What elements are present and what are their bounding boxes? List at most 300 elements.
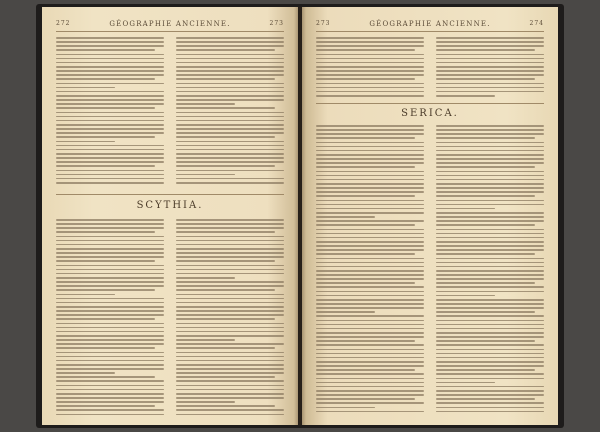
text-line: [176, 124, 284, 126]
text-line: [56, 372, 115, 374]
text-line: [316, 311, 375, 313]
text-line: [436, 95, 495, 97]
text-line: [176, 120, 284, 122]
left-page-number-right: 273: [269, 20, 284, 27]
text-line: [316, 373, 424, 375]
text-line: [176, 236, 284, 238]
text-line: [316, 58, 424, 60]
text-line: [56, 74, 164, 76]
text-line: [176, 95, 284, 97]
text-line: [316, 353, 424, 355]
text-line: [56, 87, 115, 89]
text-line: [56, 285, 164, 287]
text-line: [316, 299, 424, 301]
text-line: [436, 74, 544, 76]
text-line: [436, 315, 544, 317]
text-line: [316, 87, 424, 89]
text-line: [176, 248, 284, 250]
text-line: [176, 37, 284, 39]
text-line: [436, 278, 544, 280]
text-line: [176, 66, 284, 68]
text-line: [316, 411, 424, 413]
text-line: [56, 389, 164, 391]
left-upper-col-2: [176, 37, 284, 186]
text-line: [176, 54, 284, 56]
text-line: [56, 380, 164, 382]
text-line: [176, 393, 284, 395]
text-line: [56, 116, 164, 118]
text-line: [56, 161, 164, 163]
right-running-title: GÉOGRAPHIE ANCIENNE.: [369, 20, 491, 28]
text-line: [436, 398, 535, 400]
left-lower-col-2: [176, 219, 284, 418]
text-line: [316, 233, 424, 235]
text-line: [436, 91, 544, 93]
text-line: [436, 62, 544, 64]
text-line: [316, 133, 424, 135]
text-line: [176, 45, 284, 47]
text-line: [56, 310, 164, 312]
text-line: [436, 224, 535, 226]
text-line: [316, 183, 424, 185]
text-line: [436, 357, 544, 359]
text-line: [436, 154, 544, 156]
text-line: [436, 291, 544, 293]
text-line: [56, 265, 164, 267]
text-line: [176, 409, 284, 411]
text-line: [436, 137, 535, 139]
text-line: [56, 95, 164, 97]
text-line: [436, 66, 544, 68]
text-line: [436, 270, 544, 272]
text-line: [176, 265, 284, 267]
text-line: [176, 116, 284, 118]
text-line: [176, 347, 275, 349]
text-line: [176, 372, 284, 374]
text-line: [316, 54, 424, 56]
text-line: [436, 129, 544, 131]
text-line: [316, 291, 424, 293]
text-line: [436, 324, 544, 326]
text-line: [316, 91, 424, 93]
text-line: [176, 306, 284, 308]
text-line: [176, 182, 284, 184]
text-line: [56, 41, 164, 43]
text-line: [436, 258, 544, 260]
text-line: [56, 174, 164, 176]
text-line: [316, 66, 424, 68]
text-line: [316, 83, 424, 85]
text-line: [176, 219, 284, 221]
text-line: [56, 149, 164, 151]
text-line: [176, 281, 284, 283]
text-line: [56, 298, 164, 300]
text-line: [436, 216, 544, 218]
text-line: [56, 368, 164, 370]
text-line: [316, 41, 424, 43]
text-line: [56, 409, 164, 411]
text-line: [316, 407, 375, 409]
text-line: [176, 269, 284, 271]
text-line: [56, 62, 164, 64]
text-line: [316, 258, 424, 260]
text-line: [316, 278, 424, 280]
text-line: [316, 229, 424, 231]
text-line: [316, 332, 424, 334]
text-line: [176, 318, 275, 320]
right-upper-col-1: [316, 37, 424, 99]
text-line: [436, 311, 535, 313]
right-page: [302, 7, 558, 425]
text-line: [316, 349, 424, 351]
text-line: [436, 394, 544, 396]
text-line: [316, 37, 424, 39]
text-line: [316, 237, 424, 239]
left-lower-col-1: [56, 219, 164, 418]
text-line: [436, 274, 544, 276]
text-line: [436, 266, 544, 268]
text-line: [176, 161, 284, 163]
right-head-rule: [316, 31, 544, 32]
text-line: [316, 125, 424, 127]
text-line: [436, 336, 544, 338]
text-line: [176, 174, 235, 176]
text-line: [436, 353, 544, 355]
left-section-title: SCYTHIA.: [136, 200, 204, 211]
text-line: [176, 99, 284, 101]
text-line: [436, 328, 544, 330]
text-line: [436, 166, 535, 168]
text-line: [316, 150, 424, 152]
text-line: [436, 245, 544, 247]
text-line: [176, 277, 235, 279]
text-line: [176, 294, 284, 296]
text-line: [56, 45, 164, 47]
text-line: [176, 385, 284, 387]
text-line: [316, 241, 424, 243]
text-line: [176, 343, 284, 345]
text-line: [436, 208, 495, 210]
text-line: [316, 344, 424, 346]
left-lower-columns: [56, 219, 284, 419]
text-line: [176, 285, 284, 287]
text-line: [56, 165, 155, 167]
text-line: [176, 157, 284, 159]
text-line: [56, 124, 164, 126]
text-line: [316, 166, 415, 168]
text-line: [176, 141, 284, 143]
text-line: [316, 212, 424, 214]
text-line: [56, 240, 164, 242]
text-line: [56, 294, 115, 296]
text-line: [436, 142, 544, 144]
text-line: [316, 208, 424, 210]
text-line: [316, 142, 424, 144]
text-line: [176, 360, 284, 362]
text-line: [316, 315, 424, 317]
text-line: [56, 343, 164, 345]
text-line: [56, 145, 164, 147]
text-line: [56, 352, 164, 354]
text-line: [436, 171, 544, 173]
text-line: [316, 191, 424, 193]
text-line: [436, 253, 535, 255]
text-line: [436, 220, 544, 222]
text-line: [176, 112, 284, 114]
text-line: [436, 286, 544, 288]
text-line: [176, 368, 284, 370]
text-line: [316, 320, 424, 322]
text-line: [176, 107, 275, 109]
text-line: [56, 318, 155, 320]
text-line: [316, 175, 424, 177]
text-line: [176, 231, 275, 233]
text-line: [176, 62, 284, 64]
text-line: [56, 252, 164, 254]
text-line: [176, 41, 284, 43]
text-line: [56, 356, 164, 358]
text-line: [176, 178, 284, 180]
text-line: [436, 402, 544, 404]
text-line: [176, 252, 284, 254]
text-line: [436, 58, 544, 60]
text-line: [316, 216, 375, 218]
text-line: [56, 269, 164, 271]
left-running-title: GÉOGRAPHIE ANCIENNE.: [109, 20, 231, 28]
text-line: [56, 58, 164, 60]
text-line: [316, 49, 415, 51]
text-line: [176, 273, 284, 275]
text-line: [56, 141, 115, 143]
text-line: [176, 310, 284, 312]
text-line: [56, 132, 164, 134]
right-lower-col-2: [436, 125, 544, 415]
text-line: [316, 245, 424, 247]
text-line: [436, 83, 544, 85]
text-line: [56, 393, 164, 395]
text-line: [436, 158, 544, 160]
text-line: [436, 146, 544, 148]
left-page-number: 272: [56, 20, 71, 27]
text-line: [56, 66, 164, 68]
text-line: [436, 229, 544, 231]
text-line: [56, 49, 155, 51]
text-line: [176, 240, 284, 242]
text-line: [316, 171, 424, 173]
text-line: [56, 273, 164, 275]
text-line: [176, 364, 284, 366]
text-line: [176, 302, 284, 304]
text-line: [436, 340, 535, 342]
text-line: [316, 220, 424, 222]
text-line: [56, 335, 164, 337]
text-line: [176, 289, 275, 291]
text-line: [176, 405, 275, 407]
text-line: [436, 386, 544, 388]
text-line: [176, 145, 284, 147]
text-line: [436, 241, 544, 243]
right-running-head: [316, 20, 544, 30]
text-line: [316, 394, 424, 396]
text-line: [436, 237, 544, 239]
text-line: [436, 78, 535, 80]
left-running-head: [56, 20, 284, 30]
text-line: [316, 398, 415, 400]
text-line: [316, 303, 424, 305]
text-line: [316, 361, 424, 363]
text-line: [316, 137, 415, 139]
text-line: [316, 274, 424, 276]
text-line: [316, 390, 424, 392]
text-line: [56, 227, 164, 229]
text-line: [56, 99, 164, 101]
text-line: [436, 54, 544, 56]
text-line: [176, 414, 284, 416]
text-line: [436, 407, 544, 409]
left-page: [42, 7, 298, 425]
text-line: [176, 103, 235, 105]
text-line: [56, 302, 164, 304]
text-line: [436, 183, 544, 185]
text-line: [316, 62, 424, 64]
text-line: [56, 120, 164, 122]
text-line: [436, 175, 544, 177]
text-line: [176, 298, 284, 300]
text-line: [316, 365, 424, 367]
text-line: [436, 320, 544, 322]
text-line: [56, 83, 164, 85]
text-line: [436, 373, 544, 375]
text-line: [316, 336, 424, 338]
text-line: [436, 378, 544, 380]
text-line: [176, 352, 284, 354]
text-line: [316, 324, 424, 326]
text-line: [56, 360, 164, 362]
text-line: [56, 153, 164, 155]
right-upper-col-2: [436, 37, 544, 99]
text-line: [56, 323, 164, 325]
text-line: [436, 390, 544, 392]
text-line: [56, 289, 155, 291]
right-page-number-left: 273: [316, 20, 331, 27]
text-line: [176, 170, 284, 172]
text-line: [316, 45, 424, 47]
text-line: [436, 49, 535, 51]
text-line: [436, 133, 544, 135]
text-line: [436, 204, 544, 206]
text-line: [436, 411, 544, 413]
text-line: [436, 307, 544, 309]
text-line: [436, 299, 544, 301]
text-line: [56, 136, 155, 138]
text-line: [316, 253, 415, 255]
text-line: [176, 397, 284, 399]
text-line: [56, 385, 164, 387]
text-line: [176, 380, 284, 382]
text-line: [316, 204, 424, 206]
text-line: [176, 314, 284, 316]
text-line: [176, 165, 275, 167]
text-line: [436, 295, 495, 297]
text-line: [56, 112, 164, 114]
text-line: [176, 335, 284, 337]
text-line: [56, 327, 164, 329]
text-line: [56, 70, 164, 72]
text-line: [436, 162, 544, 164]
text-line: [176, 356, 284, 358]
text-line: [316, 270, 424, 272]
text-line: [176, 244, 284, 246]
text-line: [56, 376, 155, 378]
left-head-rule: [56, 31, 284, 32]
text-line: [316, 340, 415, 342]
text-line: [176, 49, 275, 51]
text-line: [436, 249, 544, 251]
text-line: [56, 178, 164, 180]
text-line: [176, 223, 284, 225]
text-line: [56, 244, 164, 246]
text-line: [176, 260, 275, 262]
text-line: [316, 262, 424, 264]
text-line: [316, 286, 424, 288]
text-line: [436, 382, 495, 384]
text-line: [316, 402, 424, 404]
open-book: [36, 4, 564, 428]
text-line: [316, 378, 424, 380]
text-line: [316, 357, 424, 359]
text-line: [176, 331, 284, 333]
text-line: [436, 70, 544, 72]
text-line: [316, 70, 424, 72]
text-line: [316, 162, 424, 164]
text-line: [56, 277, 164, 279]
text-line: [176, 401, 235, 403]
text-line: [176, 389, 284, 391]
text-line: [316, 74, 424, 76]
text-line: [56, 260, 155, 262]
text-line: [436, 150, 544, 152]
text-line: [436, 303, 544, 305]
text-line: [176, 136, 275, 138]
text-line: [436, 212, 544, 214]
text-line: [176, 376, 275, 378]
left-upper-col-1: [56, 37, 164, 186]
text-line: [56, 405, 155, 407]
text-line: [56, 339, 164, 341]
text-line: [176, 87, 284, 89]
text-line: [436, 262, 544, 264]
text-line: [176, 78, 275, 80]
text-line: [436, 200, 544, 202]
text-line: [436, 45, 544, 47]
text-line: [56, 397, 164, 399]
text-line: [56, 128, 164, 130]
text-line: [316, 266, 424, 268]
text-line: [316, 179, 424, 181]
text-line: [436, 233, 544, 235]
text-line: [316, 328, 424, 330]
text-line: [176, 70, 284, 72]
text-line: [316, 224, 415, 226]
text-line: [436, 349, 544, 351]
text-line: [56, 256, 164, 258]
text-line: [176, 323, 284, 325]
right-upper-columns: [316, 37, 544, 97]
text-line: [316, 386, 424, 388]
text-line: [176, 128, 284, 130]
text-line: [316, 369, 415, 371]
right-section-divider: [316, 103, 544, 104]
